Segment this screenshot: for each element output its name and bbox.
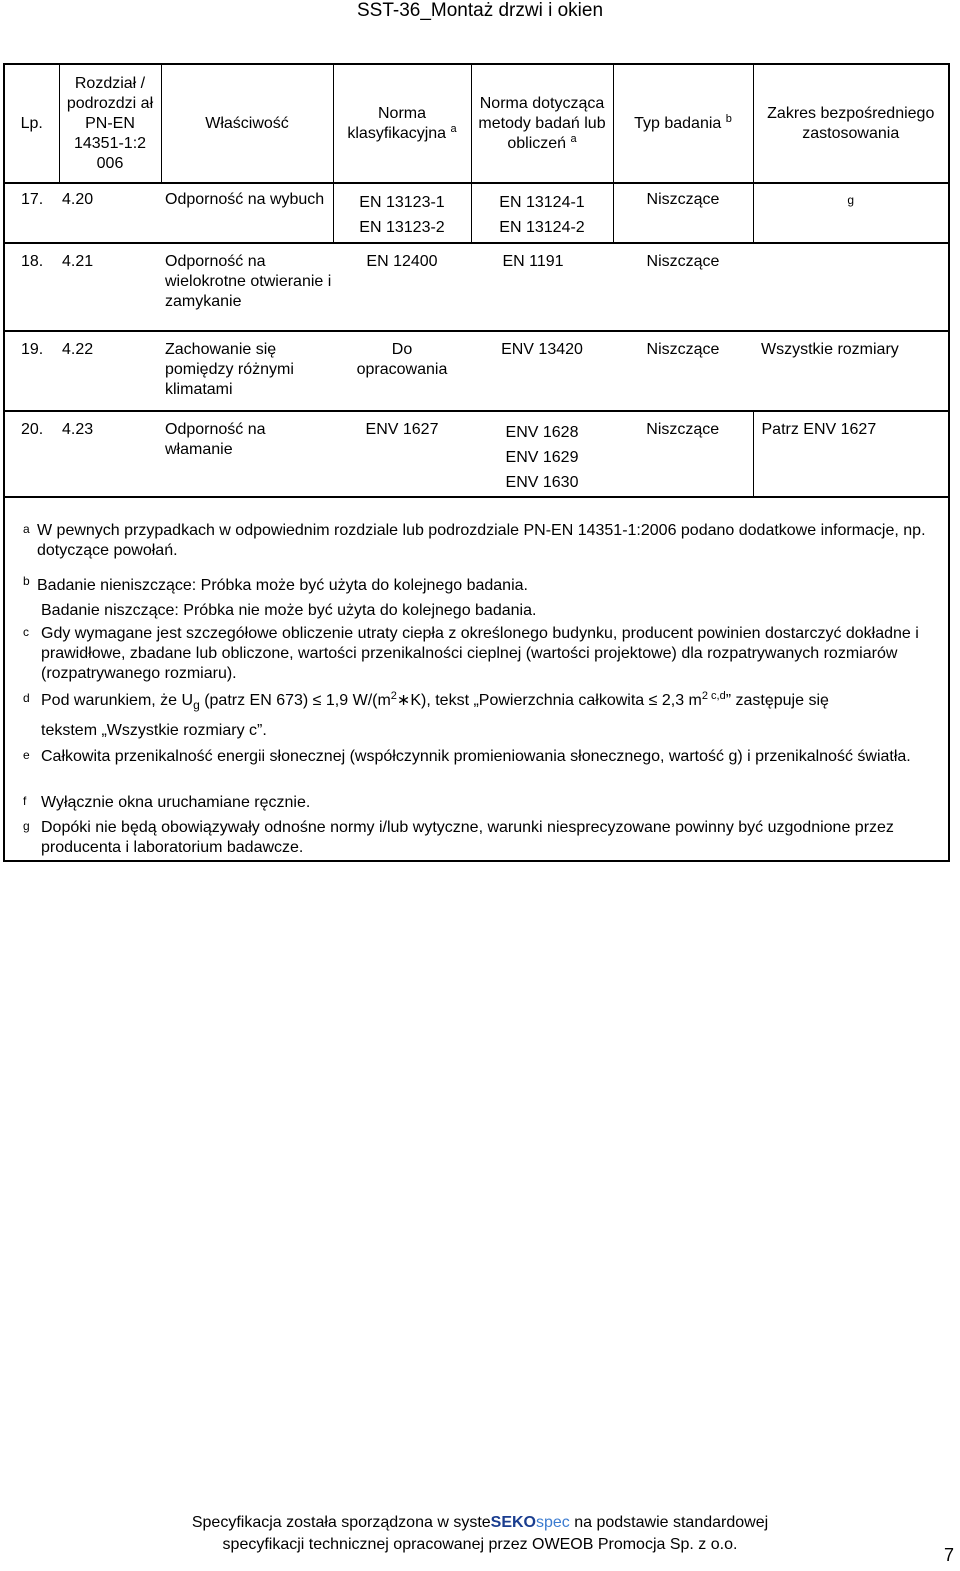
table-row	[5, 243, 948, 331]
specification-table	[5, 65, 948, 498]
row-method-norm: EN 13124-1 EN 13124-2	[471, 183, 613, 243]
footnote-text: Gdy wymagane jest szczegółowe obliczenie utraty ciepła z określonego budynku, producent powinien dostarczyć dokładne i prawidłowe, zbadane lub obliczone, wartości przenikalności cieplnej (wartości projektowe) dla rozpatrywanych rozmiarów (rozpatrywanego rozmiaru).	[41, 625, 919, 682]
table-row	[5, 411, 948, 497]
footnote-mark: c	[23, 625, 29, 639]
header-property: Właściwość	[161, 65, 333, 183]
sekospec-logo: SEKO	[490, 1514, 536, 1531]
footer-line-1: Specyfikacja została sporządzona w systeSEKOspec na podstawie standardowej	[191, 1514, 769, 1531]
footnote-text: Wyłącznie okna uruchamiane ręcznie.	[41, 794, 311, 811]
row-class-norm: ENV 1627	[333, 411, 471, 497]
row-scope: g	[753, 183, 948, 243]
row-scope: Patrz ENV 1627	[753, 411, 948, 497]
row-property: Odporność na włamanie	[161, 411, 333, 497]
page-title: SST-36_Montaż drzwi i okien	[356, 0, 604, 21]
header-method-norm: Norma dotycząca metody badań lub obliczeń $^a$	[471, 65, 613, 183]
row-test-type: Niszczące	[613, 411, 753, 497]
row-method-norm: ENV 1628 ENV 1629 ENV 1630	[471, 411, 613, 497]
footnote-mark: e	[23, 748, 30, 762]
row-lp: 20.	[5, 411, 59, 497]
header-chapter: Rozdział / podrozdzi ał PN-EN 14351-1:2 006	[59, 65, 161, 183]
header-scope: Zakres bezpośredniego zastosowania	[753, 65, 948, 183]
row-scope	[753, 243, 948, 331]
footer-line-2: specyfikacji technicznej opracowanej przez OWEOB Promocja Sp. z o.o.	[222, 1536, 738, 1553]
row-test-type: Niszczące	[613, 183, 753, 243]
footnote-b	[23, 573, 953, 623]
row-chapter: 4.20	[59, 183, 161, 243]
table-row	[5, 183, 948, 243]
footnote-d	[23, 688, 953, 743]
row-class-norm: EN 12400	[333, 243, 471, 331]
footnote-mark: f	[23, 794, 27, 808]
row-chapter: 4.23	[59, 411, 161, 497]
row-test-type: Niszczące	[613, 331, 753, 411]
row-lp: 19.	[5, 331, 59, 411]
header-lp: Lp.	[5, 65, 59, 183]
footnote-c	[23, 624, 953, 684]
row-lp: 18.	[5, 243, 59, 331]
row-lp: 17.	[5, 183, 59, 243]
row-property: Odporność na wielokrotne otwieranie i zamykanie	[161, 243, 333, 331]
footnote-text: Pod warunkiem, że $U_g$ (patrz EN 673) ≤ 1,9 $W/(m^2∗K)$, tekst „Powierzchnia całkowita ≤ 2,3 $m^{2 c,d}$” zastępuje się tekstem „Wszystkie rozmiary c”.	[41, 690, 829, 740]
specification-frame	[3, 63, 950, 862]
table-header-row	[5, 65, 948, 183]
footnote-mark: a	[23, 522, 30, 536]
header-class-norm: Norma klasyfikacyjna $^a$	[333, 65, 471, 183]
row-method-norm: ENV 13420	[471, 331, 613, 411]
footnote-mark: g	[23, 819, 30, 833]
row-chapter: 4.21	[59, 243, 161, 331]
row-property: Zachowanie się pomiędzy różnymi klimatami	[161, 331, 333, 411]
footnote-text: W pewnych przypadkach w odpowiednim rozdziale lub podrozdziale PN-EN 14351-1:2006 podano dodatkowe informacje, np. dotyczące powołań.	[37, 522, 926, 559]
footnote-mark: d	[23, 691, 30, 705]
page-footer	[0, 1512, 960, 1556]
row-method-norm: EN 1191	[471, 243, 613, 331]
footnote-a	[23, 521, 953, 561]
footnote-e	[23, 747, 953, 767]
footnote-text: Całkowita przenikalność energii słonecznej (współczynnik promieniowania słonecznego, wartość g) i przenikalność światła.	[41, 748, 911, 765]
row-class-norm: Do opracowania	[333, 331, 471, 411]
row-test-type: Niszczące	[613, 243, 753, 331]
footnote-mark: b	[23, 574, 30, 588]
footnote-g	[23, 818, 953, 858]
row-property: Odporność na wybuch	[161, 183, 333, 243]
page-number: 7	[943, 1545, 954, 1565]
footnote-text: Dopóki nie będą obowiązywały odnośne normy i/lub wytyczne, warunki niesprecyzowane powinny być uzgodnione przez producenta i laboratorium badawcze.	[41, 819, 894, 856]
row-scope: Wszystkie rozmiary	[753, 331, 948, 411]
footnote-f	[23, 793, 953, 813]
header-test-type: Typ badania $^b$	[613, 65, 753, 183]
table-row	[5, 331, 948, 411]
row-class-norm: EN 13123-1 EN 13123-2	[333, 183, 471, 243]
footnote-text: Badanie nieniszczące: Próbka może być użyta do kolejnego badania. Badanie niszczące: Próbka nie może być użyta do kolejnego badania.	[37, 577, 537, 619]
row-chapter: 4.22	[59, 331, 161, 411]
